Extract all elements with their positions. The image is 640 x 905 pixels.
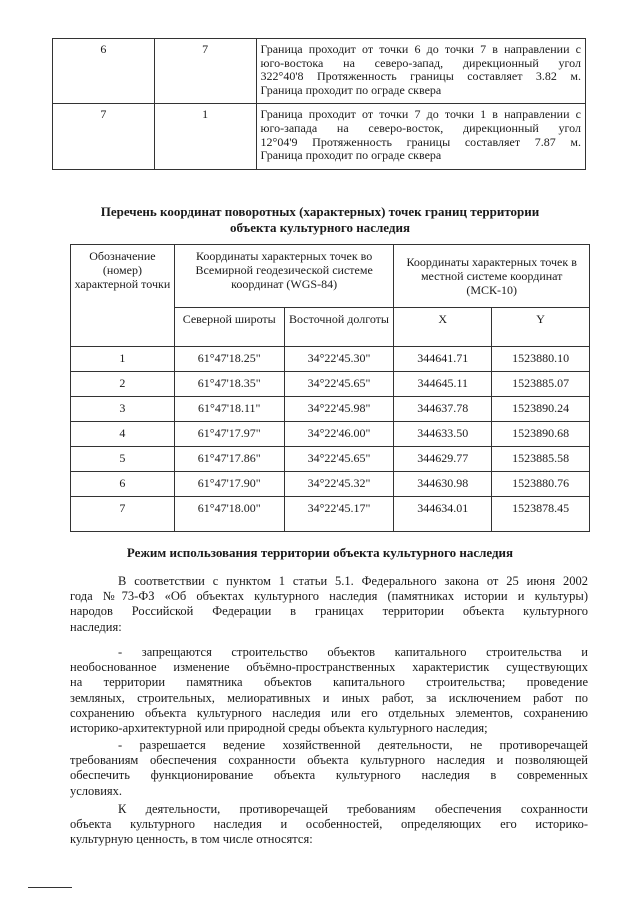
to-point: 7 [154,39,256,104]
description-line: Граница проходит от точки 6 до точки 7 в направлении с [260,42,581,56]
y-coordinate: 1523880.76 [492,472,590,497]
paragraph-legal-basis [70,574,588,635]
text-line: условиях. [70,783,123,798]
y-coordinate: 1523878.45 [492,497,590,532]
from-point: 6 [53,39,155,104]
text-line: историко-архитектурной или природной среды объекта культурного наследия; [70,721,488,736]
point-number: 1 [71,347,175,372]
point-number: 7 [71,497,175,532]
paragraph-prohibited [70,645,588,736]
table-row [71,372,590,397]
coords-title [60,204,580,236]
point-number: 4 [71,422,175,447]
table-row [71,397,590,422]
latitude: 61°47'18.00" [174,497,284,532]
point-number: 2 [71,372,175,397]
latitude: 61°47'18.35" [174,372,284,397]
header-east: Восточной долготы [284,308,394,347]
latitude: 61°47'17.97" [174,422,284,447]
table-row [71,422,590,447]
latitude: 61°47'18.11" [174,397,284,422]
regime-title: Режим использования территории объекта культурного наследия [126,545,514,560]
x-coordinate: 344634.01 [394,497,492,532]
y-coordinate: 1523890.68 [492,422,590,447]
text-line: К деятельности, противоречащей требованиям обеспечения сохранности [118,802,588,816]
point-number: 6 [71,472,175,497]
table-header-row [71,245,590,308]
x-coordinate: 344630.98 [394,472,492,497]
y-coordinate: 1523885.07 [492,372,590,397]
coords-title-line: объекта культурного наследия [230,220,410,235]
table-row [53,39,586,104]
longitude: 34°22'45.32" [284,472,394,497]
description-line: юго-востока на северо-запад, дирекционный угол [260,55,581,70]
description-line: 12°04'9 Протяженность границы составляет 7.87 м. [260,134,581,149]
paragraph-permitted [70,738,588,799]
footnote-rule [28,887,72,888]
text-line: - запрещаются строительство объектов капитального строительства и [118,645,588,659]
boundary-table [52,38,586,170]
text-line: объекта культурного наследия и особенностей, определяющих его историко- [70,817,588,832]
text-line: - разрешается ведение хозяйственной деятельности, не противоречащей [118,738,588,752]
coordinates-table [70,244,590,532]
text-line: на территории памятника объектов капитального строительства; проведение [70,675,588,690]
longitude: 34°22'45.30" [284,347,394,372]
text-line: сохранению объекта культурного наследия или его отдельных элементов, сохранению [70,705,588,720]
longitude: 34°22'45.17" [284,497,394,532]
description-line: Граница проходит по ограде сквера [260,148,442,163]
point-number: 3 [71,397,175,422]
longitude: 34°22'45.65" [284,447,394,472]
latitude: 61°47'17.86" [174,447,284,472]
text-line: года №73-ФЗ «Об объектах культурного наследия (памятниках истории и культуры) [70,589,588,604]
latitude: 61°47'18.25" [174,347,284,372]
y-coordinate: 1523890.24 [492,397,590,422]
header-wgs: Координаты характерных точек во Всемирной геодезической системе координат (WGS-84) [174,245,394,308]
longitude: 34°22'46.00" [284,422,394,447]
x-coordinate: 344629.77 [394,447,492,472]
header-y: Y [492,308,590,347]
table-row [71,472,590,497]
longitude: 34°22'45.98" [284,397,394,422]
text-line: земляных, строительных, мелиоративных и иных работ, за исключением работ по [70,690,588,705]
table-row [71,497,590,532]
text-line: обеспечить функционирование объекта культурного наследия в современных [70,768,588,783]
boundary-description [256,39,585,104]
description-line: юго-запада на северо-восток, дирекционный угол [260,120,581,135]
from-point: 7 [53,104,155,169]
longitude: 34°22'45.65" [284,372,394,397]
table-row [71,347,590,372]
header-x: X [394,308,492,347]
to-point: 1 [154,104,256,169]
header-north: Северной широты [174,308,284,347]
text-line: В соответствии с пунктом 1 статьи 5.1. Федерального закона от 25 июня 2002 [118,574,588,588]
boundary-description [256,104,585,169]
x-coordinate: 344645.11 [394,372,492,397]
x-coordinate: 344637.78 [394,397,492,422]
y-coordinate: 1523880.10 [492,347,590,372]
coords-title-line: Перечень координат поворотных (характерных) точек границ территории [100,204,540,219]
x-coordinate: 344641.71 [394,347,492,372]
header-msk: Координаты характерных точек в местной системе координат (МСК-10) [394,245,590,308]
table-row [53,104,586,169]
text-line: требованиям обеспечения сохранности объекта культурного наследия и позволяющей [70,753,588,768]
text-line: необоснованное изменение объёмно-пространственных характеристик существующих [70,660,588,675]
description-line: Граница проходит по ограде сквера [260,82,442,97]
paragraph-activities [70,802,588,848]
header-point: Обозначение (номер) характерной точки [71,245,175,347]
table-row [71,447,590,472]
text-line: культурную ценность, в том числе относятся: [70,832,313,847]
description-line: Граница проходит от точки 7 до точки 1 в направлении с [260,107,581,122]
text-line: наследия: [70,619,122,634]
latitude: 61°47'17.90" [174,472,284,497]
point-number: 5 [71,447,175,472]
text-line: народов Российской Федерации в границах территории объекта культурного [70,604,588,619]
y-coordinate: 1523885.58 [492,447,590,472]
x-coordinate: 344633.50 [394,422,492,447]
description-line: 322°40'8 Протяженность границы составляет 3.82 м. [260,69,581,84]
